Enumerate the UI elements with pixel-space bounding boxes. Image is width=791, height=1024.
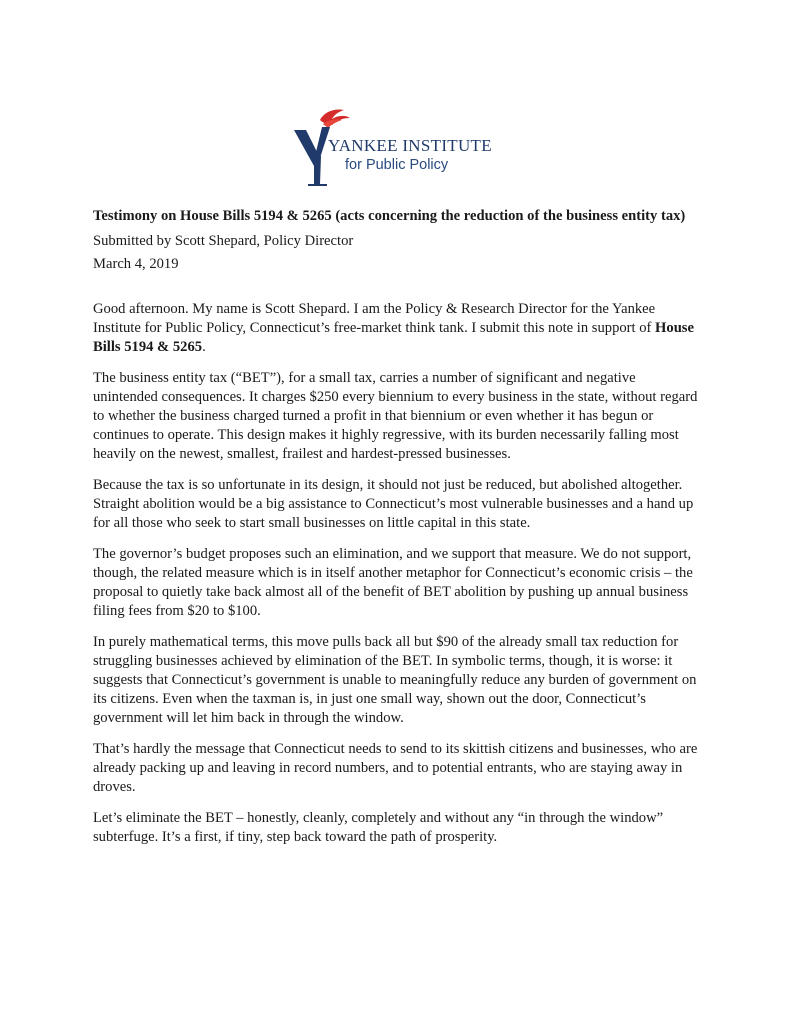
paragraph-bet-consequences: The business entity tax (“BET”), for a small tax, carries a number of significant and negative unintended consequences. It charges $250 every biennium to every business in the state, without regard to whether the business charged turned a profit in that biennium or even whether it has begun or continues to operate. This design makes it highly regressive, with its burden necessarily falling most heavily on the newest, smallest, frailest and hardest-pressed businesses. xyxy=(93,370,698,462)
testimony-body xyxy=(93,207,703,847)
intro-bills-bold: House Bills 5194 & 5265 xyxy=(93,320,694,355)
paragraph-message: That’s hardly the message that Connecticut needs to send to its skittish citizens and businesses, who are already packing up and leaving in record numbers, and to potential entrants, who are staying away in droves. xyxy=(93,741,698,795)
intro-text: Good afternoon. My name is Scott Shepard. I am the Policy & Research Director for the Yankee Institute for Public Policy, Connecticut’s free-market think tank. I submit this note in support of xyxy=(93,301,656,336)
submitted-by: Submitted by Scott Shepard, Policy Director xyxy=(93,233,354,249)
paragraph-mathematical-terms: In purely mathematical terms, this move pulls back all but $90 of the already small tax reduction for struggling businesses achieved by elimination of the BET. In symbolic terms, though, it is worse: it suggests that Connecticut’s government is unable to meaningfully reduce any burden of government on its citizens. Even when the taxman is, in just one small way, shown out the door, Connecticut’s government will let him back in through the window. xyxy=(93,634,697,726)
yankee-institute-logo xyxy=(290,100,510,190)
document-title: Testimony on House Bills 5194 & 5265 (acts concerning the reduction of the business entity tax) xyxy=(93,208,686,224)
document-date: March 4, 2019 xyxy=(93,256,179,272)
paragraph-abolition: Because the tax is so unfortunate in its design, it should not just be reduced, but abolished altogether. Straight abolition would be a big assistance to Connecticut’s most vulnerable businesses and a hand up for all those who seek to start small businesses on little capital in this state. xyxy=(93,477,694,531)
logo-subtitle: for Public Policy xyxy=(345,157,449,173)
logo-title: YANKEE INSTITUTE xyxy=(328,136,492,155)
intro-end: . xyxy=(202,339,206,355)
paragraph-intro xyxy=(93,300,703,357)
paragraph-governor-budget: The governor’s budget proposes such an elimination, and we support that measure. We do not support, though, the related measure which is in itself another metaphor for Connecticut’s economic crisis – the proposal to quietly take back almost all of the benefit of BET abolition by pushing up annual business filing fees from $20 to $100. xyxy=(93,546,693,619)
paragraph-conclusion: Let’s eliminate the BET – honestly, cleanly, completely and without any “in through the window” subterfuge. It’s a first, if tiny, step back toward the path of prosperity. xyxy=(93,810,664,845)
